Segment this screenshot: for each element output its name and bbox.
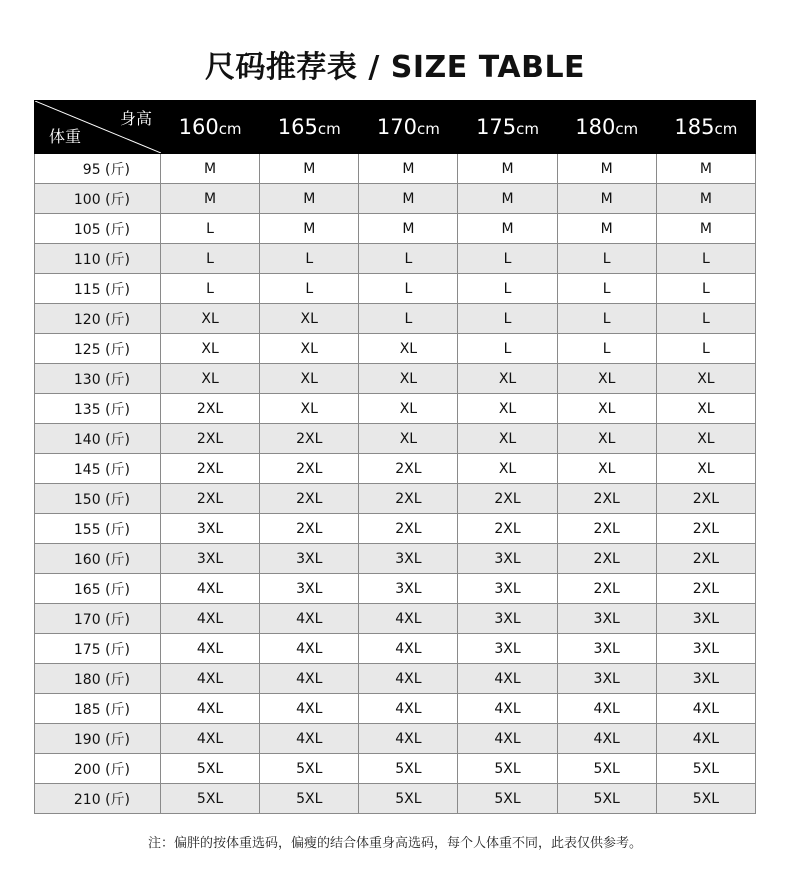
table-row [35, 784, 756, 814]
size-cell: 5XL [458, 784, 557, 814]
size-cell: L [656, 274, 755, 304]
height-unit: cm [317, 120, 341, 138]
size-cell: 4XL [656, 724, 755, 754]
table-row [35, 664, 756, 694]
weight-cell: 180 (斤) [35, 664, 161, 694]
size-cell: L [260, 244, 359, 274]
size-cell: 4XL [557, 694, 656, 724]
size-cell: 3XL [656, 604, 755, 634]
table-row [35, 184, 756, 214]
height-value: 165 [277, 115, 318, 139]
size-cell: XL [458, 424, 557, 454]
size-cell: 2XL [557, 544, 656, 574]
size-cell: XL [161, 304, 260, 334]
size-cell: 2XL [260, 424, 359, 454]
size-cell: 5XL [161, 754, 260, 784]
size-cell: 2XL [458, 514, 557, 544]
size-cell: 2XL [557, 514, 656, 544]
size-cell: 4XL [161, 724, 260, 754]
size-cell: XL [557, 424, 656, 454]
size-cell: XL [458, 394, 557, 424]
table-header-row [35, 101, 756, 154]
size-cell: 4XL [260, 604, 359, 634]
weight-cell: 130 (斤) [35, 364, 161, 394]
size-cell: 4XL [557, 724, 656, 754]
table-row [35, 334, 756, 364]
weight-cell: 170 (斤) [35, 604, 161, 634]
size-cell: 5XL [359, 784, 458, 814]
height-unit: cm [615, 120, 639, 138]
size-cell: 3XL [458, 634, 557, 664]
weight-cell: 115 (斤) [35, 274, 161, 304]
weight-cell: 110 (斤) [35, 244, 161, 274]
size-cell: 3XL [161, 514, 260, 544]
size-cell: M [161, 154, 260, 184]
size-cell: XL [656, 394, 755, 424]
size-cell: M [458, 214, 557, 244]
size-cell: L [359, 304, 458, 334]
size-cell: M [359, 154, 458, 184]
size-cell: 3XL [557, 664, 656, 694]
weight-cell: 200 (斤) [35, 754, 161, 784]
weight-cell: 165 (斤) [35, 574, 161, 604]
size-cell: 2XL [161, 454, 260, 484]
table-row [35, 304, 756, 334]
table-row [35, 274, 756, 304]
size-cell: 4XL [458, 694, 557, 724]
height-value: 160 [178, 115, 219, 139]
table-row [35, 454, 756, 484]
weight-cell: 155 (斤) [35, 514, 161, 544]
size-cell: XL [656, 454, 755, 484]
height-header-cell [260, 101, 359, 154]
weight-cell: 150 (斤) [35, 484, 161, 514]
table-row [35, 574, 756, 604]
height-header-cell [458, 101, 557, 154]
table-row [35, 604, 756, 634]
weight-cell: 210 (斤) [35, 784, 161, 814]
size-cell: L [359, 244, 458, 274]
corner-header-cell [35, 101, 161, 154]
size-cell: M [359, 214, 458, 244]
size-table [34, 100, 756, 814]
weight-cell: 160 (斤) [35, 544, 161, 574]
size-cell: 4XL [656, 694, 755, 724]
size-cell: 2XL [557, 574, 656, 604]
size-cell: M [656, 184, 755, 214]
size-cell: L [458, 244, 557, 274]
height-value: 180 [575, 115, 616, 139]
height-axis-label: 身高 [119, 109, 152, 128]
table-row [35, 364, 756, 394]
table-row [35, 244, 756, 274]
size-cell: 5XL [161, 784, 260, 814]
height-value: 175 [476, 115, 517, 139]
size-cell: L [656, 304, 755, 334]
size-cell: 4XL [161, 694, 260, 724]
size-cell: 3XL [260, 574, 359, 604]
size-cell: XL [359, 394, 458, 424]
size-cell: 4XL [260, 694, 359, 724]
table-row [35, 154, 756, 184]
size-cell: XL [557, 364, 656, 394]
size-cell: XL [458, 364, 557, 394]
size-cell: 3XL [656, 664, 755, 694]
size-cell: 2XL [359, 454, 458, 484]
size-cell: 2XL [260, 484, 359, 514]
size-cell: XL [557, 454, 656, 484]
height-header-cell [359, 101, 458, 154]
size-cell: 4XL [359, 664, 458, 694]
size-cell: L [557, 304, 656, 334]
size-cell: L [656, 244, 755, 274]
size-cell: 2XL [359, 514, 458, 544]
size-cell: L [458, 274, 557, 304]
height-unit: cm [218, 120, 242, 138]
size-cell: M [161, 184, 260, 214]
size-cell: 5XL [458, 754, 557, 784]
size-cell: 4XL [359, 604, 458, 634]
weight-axis-label: 体重 [49, 127, 82, 146]
table-row [35, 754, 756, 784]
table-row [35, 694, 756, 724]
page-title: 尺码推荐表 / SIZE TABLE [204, 50, 586, 85]
height-value: 170 [376, 115, 417, 139]
size-cell: 3XL [656, 634, 755, 664]
size-cell: XL [458, 454, 557, 484]
height-header-cell [161, 101, 260, 154]
size-cell: L [161, 214, 260, 244]
size-cell: 2XL [260, 454, 359, 484]
size-cell: L [359, 274, 458, 304]
height-unit: cm [417, 120, 440, 138]
size-cell: L [557, 334, 656, 364]
size-cell: M [656, 214, 755, 244]
size-cell: 4XL [161, 664, 260, 694]
size-cell: L [557, 244, 656, 274]
size-cell: 2XL [161, 484, 260, 514]
size-cell: 4XL [458, 664, 557, 694]
size-cell: XL [656, 364, 755, 394]
size-cell: 5XL [557, 754, 656, 784]
size-cell: XL [359, 334, 458, 364]
size-cell: 4XL [161, 574, 260, 604]
size-cell: M [260, 184, 359, 214]
table-row [35, 514, 756, 544]
size-cell: 2XL [656, 484, 755, 514]
size-cell: M [260, 214, 359, 244]
size-cell: XL [161, 334, 260, 364]
size-cell: 3XL [359, 544, 458, 574]
weight-cell: 135 (斤) [35, 394, 161, 424]
height-header-cell [656, 101, 755, 154]
size-cell: 4XL [260, 664, 359, 694]
size-cell: 2XL [161, 424, 260, 454]
size-cell: 4XL [161, 634, 260, 664]
size-cell: 3XL [359, 574, 458, 604]
size-cell: M [458, 154, 557, 184]
size-cell: XL [161, 364, 260, 394]
size-cell: XL [557, 394, 656, 424]
table-row [35, 544, 756, 574]
size-cell: 4XL [260, 724, 359, 754]
table-row [35, 214, 756, 244]
size-cell: 5XL [260, 784, 359, 814]
height-header-cell [557, 101, 656, 154]
weight-cell: 175 (斤) [35, 634, 161, 664]
size-cell: 2XL [161, 394, 260, 424]
size-cell: XL [260, 334, 359, 364]
table-row [35, 634, 756, 664]
size-cell: 5XL [557, 784, 656, 814]
size-cell: L [161, 244, 260, 274]
size-cell: XL [260, 304, 359, 334]
table-row [35, 724, 756, 754]
size-cell: 4XL [359, 694, 458, 724]
height-unit: cm [714, 120, 738, 138]
size-cell: 3XL [458, 574, 557, 604]
weight-cell: 190 (斤) [35, 724, 161, 754]
size-cell: M [458, 184, 557, 214]
size-cell: L [557, 274, 656, 304]
size-cell: 4XL [161, 604, 260, 634]
size-cell: 3XL [260, 544, 359, 574]
size-cell: 2XL [260, 514, 359, 544]
weight-cell: 125 (斤) [35, 334, 161, 364]
size-cell: 3XL [161, 544, 260, 574]
height-unit: cm [516, 120, 540, 138]
size-cell: M [359, 184, 458, 214]
size-cell: 2XL [359, 484, 458, 514]
size-cell: L [161, 274, 260, 304]
table-row [35, 424, 756, 454]
size-cell: M [557, 154, 656, 184]
weight-cell: 145 (斤) [35, 454, 161, 484]
size-cell: 2XL [656, 544, 755, 574]
size-cell: 2XL [458, 484, 557, 514]
size-cell: 3XL [557, 604, 656, 634]
size-cell: 2XL [656, 574, 755, 604]
size-cell: 3XL [458, 544, 557, 574]
size-cell: M [557, 214, 656, 244]
size-cell: XL [260, 364, 359, 394]
table-row [35, 484, 756, 514]
weight-cell: 105 (斤) [35, 214, 161, 244]
table-row [35, 394, 756, 424]
size-cell: L [458, 334, 557, 364]
size-cell: XL [359, 364, 458, 394]
size-cell: L [656, 334, 755, 364]
weight-cell: 140 (斤) [35, 424, 161, 454]
size-cell: 5XL [656, 784, 755, 814]
size-cell: 4XL [260, 634, 359, 664]
size-cell: M [656, 154, 755, 184]
size-cell: 5XL [260, 754, 359, 784]
size-cell: 3XL [458, 604, 557, 634]
height-value: 185 [674, 115, 715, 139]
size-cell: 4XL [359, 634, 458, 664]
size-cell: XL [656, 424, 755, 454]
size-cell: M [260, 154, 359, 184]
size-cell: L [260, 274, 359, 304]
size-cell: XL [260, 394, 359, 424]
weight-cell: 100 (斤) [35, 184, 161, 214]
footnote: 注：偏胖的按体重选码，偏瘦的结合体重身高选码，每个人体重不同，此表仅供参考。 [147, 836, 642, 851]
size-cell: 4XL [458, 724, 557, 754]
size-cell: 2XL [656, 514, 755, 544]
size-cell: L [458, 304, 557, 334]
size-cell: 3XL [557, 634, 656, 664]
size-cell: 4XL [359, 724, 458, 754]
size-cell: XL [359, 424, 458, 454]
weight-cell: 185 (斤) [35, 694, 161, 724]
weight-cell: 120 (斤) [35, 304, 161, 334]
size-cell: 2XL [557, 484, 656, 514]
weight-cell: 95 (斤) [35, 154, 161, 184]
size-cell: 5XL [359, 754, 458, 784]
size-cell: M [557, 184, 656, 214]
size-cell: 5XL [656, 754, 755, 784]
